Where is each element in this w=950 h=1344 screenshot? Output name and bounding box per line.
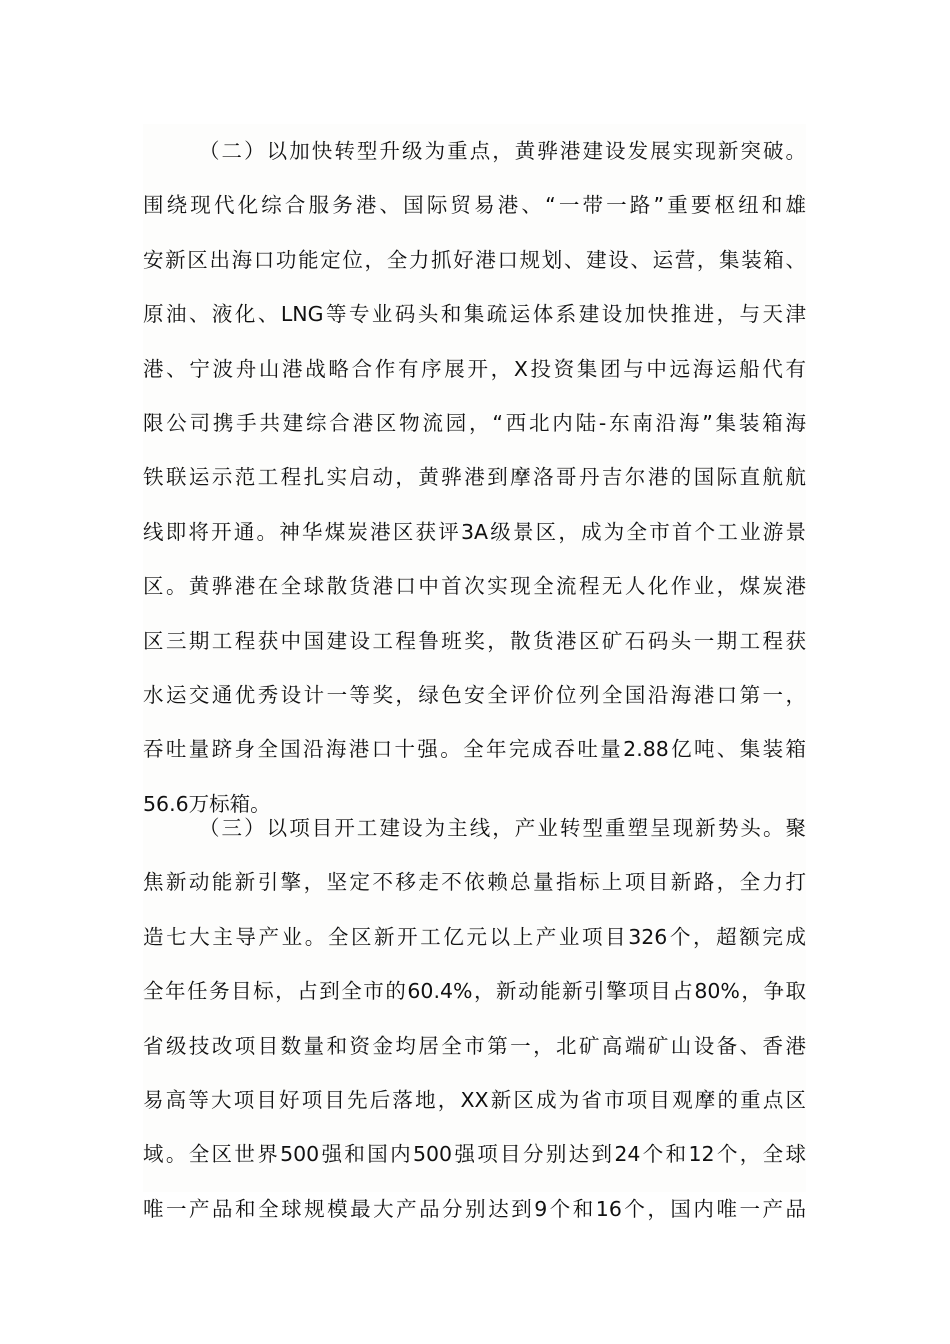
- text-line: 原油、液化、LNG等专业码头和集疏运体系建设加快推进，与天津: [143, 302, 806, 327]
- text-line: 吞吐量跻身全国沿海港口十强。全年完成吞吐量2.88亿吨、集装箱: [143, 737, 806, 762]
- text-line: 港、宁波舟山港战略合作有序展开，X投资集团与中远海运船代有: [143, 356, 806, 381]
- text-line: 围绕现代化综合服务港、国际贸易港、“一带一路”重要枢纽和雄: [143, 193, 806, 218]
- text-line: 安新区出海口功能定位，全力抓好港口规划、建设、运营，集装箱、: [143, 247, 806, 272]
- text-line: 焦新动能新引擎，坚定不移走不依赖总量指标上项目新路，全力打: [143, 870, 806, 895]
- document-body: [143, 124, 806, 1221]
- text-line: 唯一产品和全球规模最大产品分别达到9个和16个，国内唯一产品: [143, 1196, 806, 1221]
- text-line: 易高等大项目好项目先后落地，XX新区成为省市项目观摩的重点区: [143, 1087, 806, 1112]
- text-line: 水运交通优秀设计一等奖，绿色安全评价位列全国沿海港口第一，: [143, 682, 806, 707]
- text-line: （二）以加快转型升级为重点，黄骅港建设发展实现新突破。: [199, 139, 806, 163]
- text-line: 域。全区世界500强和国内500强项目分别达到24个和12个，全球: [143, 1142, 806, 1167]
- text-line: 全年任务目标，占到全市的60.4%，新动能新引擎项目占80%，争取: [143, 979, 806, 1004]
- text-line: 限公司携手共建综合港区物流园，“西北内陆-东南沿海”集装箱海: [143, 410, 806, 435]
- text-line: 区。黄骅港在全球散货港口中首次实现全流程无人化作业，煤炭港: [143, 574, 806, 599]
- text-line: 区三期工程获中国建设工程鲁班奖，散货港区矿石码头一期工程获: [143, 628, 806, 653]
- text-line: （三）以项目开工建设为主线，产业转型重塑呈现新势头。聚: [199, 816, 806, 840]
- text-line: 线即将开通。神华煤炭港区获评3A级景区，成为全市首个工业游景: [143, 519, 806, 544]
- text-line: 省级技改项目数量和资金均居全市第一，北矿高端矿山设备、香港: [143, 1033, 806, 1058]
- text-line: 铁联运示范工程扎实启动，黄骅港到摩洛哥丹吉尔港的国际直航航: [143, 465, 806, 490]
- paragraph-port-construction: [143, 124, 806, 831]
- text-line: 56.6万标箱。: [143, 791, 271, 816]
- paragraph-project-construction: [143, 801, 806, 1236]
- text-line: 造七大主导产业。全区新开工亿元以上产业项目326个，超额完成: [143, 924, 806, 949]
